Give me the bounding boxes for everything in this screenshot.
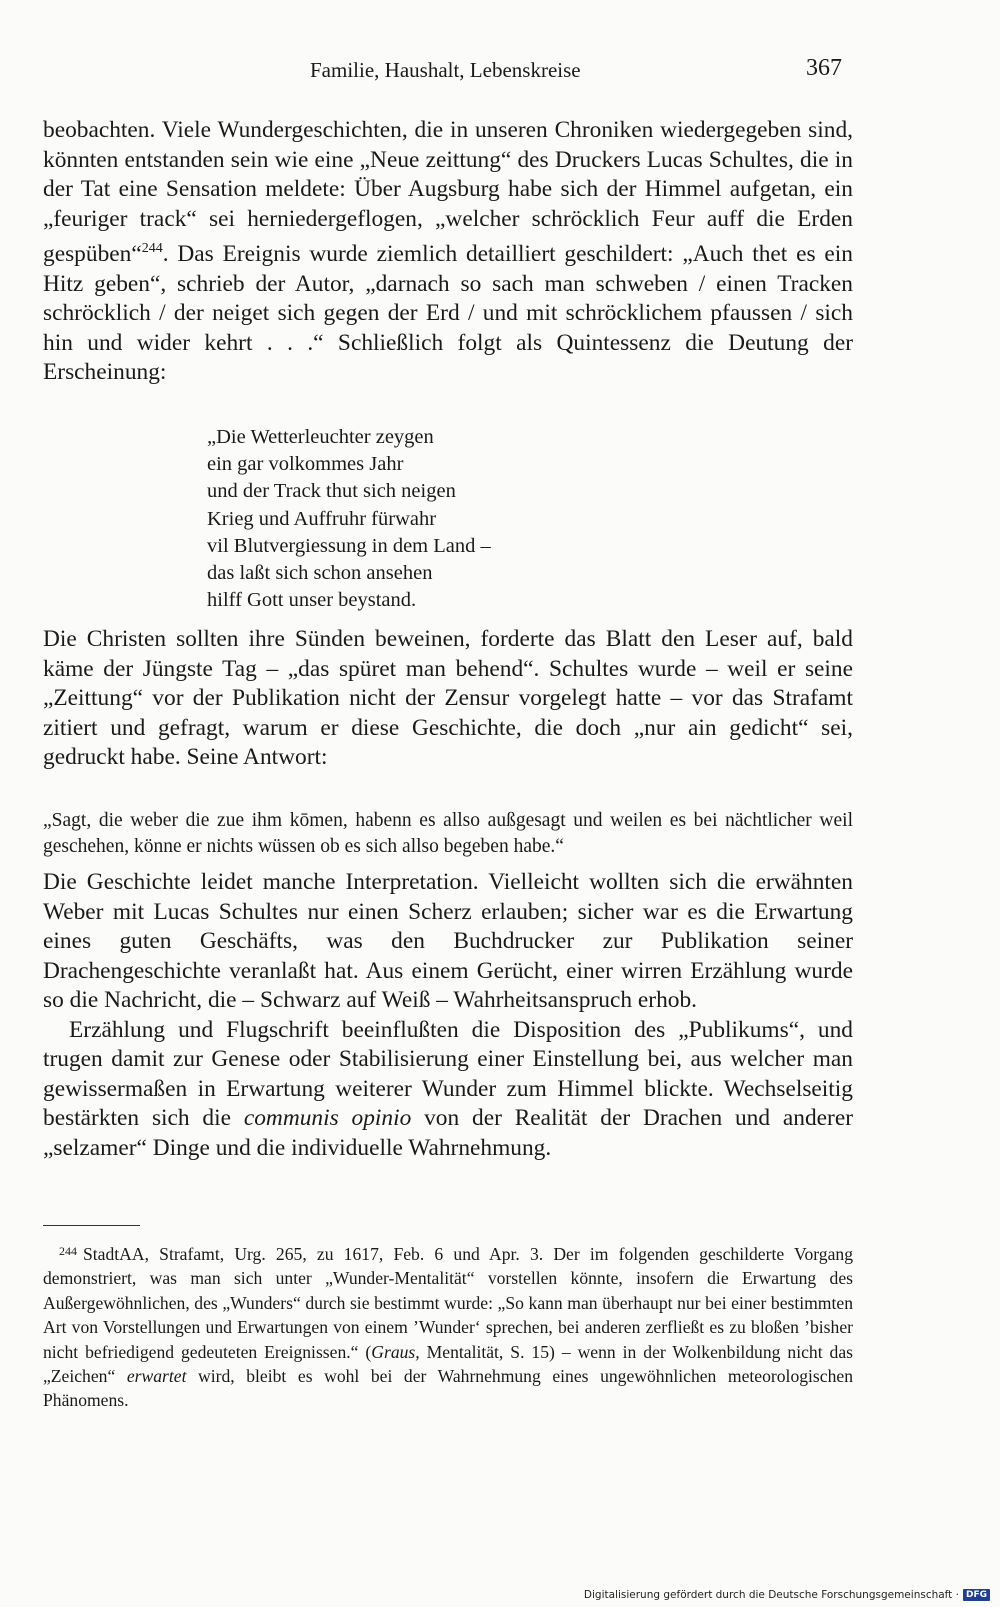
verse-quotation (207, 424, 491, 614)
paragraph-4-italic: communis opinio (243, 1105, 412, 1131)
dfg-logo: DFG (963, 1589, 990, 1601)
page-number: 367 (806, 55, 842, 81)
footnote-divider (43, 1225, 140, 1226)
footnote-mark: 244 (59, 1244, 77, 1258)
paragraph-4-rest: von der Realität der Drachen und anderer „selzamer“ Dinge und die individuelle Wahrnehmung. (43, 1105, 854, 1161)
paragraph-1-text: beobachten. Viele Wundergeschichten, die in unseren Chroniken wiedergegeben sind, könnten entstanden sein wie eine „Neue zeittung“ des Druckers Lucas Schultes, die in der Tat eine Sensation meldete: Über Augsburg habe sich der Himmel aufgetan, ein „feuriger track“ sei herniedergeflogen, „welcher schröcklich Feur auff die Erden gespüben“ (43, 117, 853, 267)
verse-line: vil Blutvergiessung in dem Land – (207, 534, 491, 557)
verse-line: und der Track thut sich neigen (207, 480, 456, 503)
verse-line: ein gar volkommes Jahr (207, 453, 404, 476)
footnote-text: StadtAA, Strafamt, Urg. 265, zu 1617, Feb. 6 und Apr. 3. Der im folgenden geschilderte Vorgang demonstriert, was man sich unter „Wunder-Mentalität“ vorstellen könnte, insofern die Erwartung des Außergewöhnlichen, des „Wunders“ durch sie bestimmt wurde: „So kann man überhaupt nur bei einer bestimmten Art von Vorstellungen und Erwartungen von einem ’Wunder‘ sprechen, bei anderen zerfließt es zu bloßen ’bisher nicht befriedigend gedeuteten Ereignissen.“ ( (43, 1244, 853, 1362)
verse-line: hilff Gott unser beystand. (207, 589, 417, 612)
paragraph-2-text: Die Christen sollten ihre Sünden beweinen, forderte das Blatt den Leser auf, bald käme der Jüngste Tag – „das spüret man behend“. Schultes wurde – weil er seine „Zeittung“ vor der Publikation nicht der Zensur vorgelegt hatte – vor das Strafamt zitiert und gefragt, warum er diese Geschichte, die doch „nur ain gedicht“ sei, gedruckt habe. Seine Antwort: (43, 626, 853, 770)
paragraph-4-text: Erzählung und Flugschrift beeinflußten die Disposition des „Publikums“, und trugen damit zur Genese oder Stabilisierung einer Einstellung bei, aus welcher man gewissermaßen in Erwartung weiterer Wunder zum Himmel blickte. Wechselseitig bestärkten sich die (43, 1016, 853, 1131)
verse-line: das laßt sich schon ansehen (207, 562, 433, 585)
running-head: Familie, Haushalt, Lebenskreise (310, 58, 581, 82)
footnote-text-2: Mentalität, S. 15) – wenn in der Wolkenbildung nicht das „Zeichen“ (43, 1341, 853, 1387)
footnote-reference[interactable]: 244 (141, 241, 163, 256)
paragraph-2 (43, 625, 853, 773)
footnote-italic-author: Graus, (371, 1341, 420, 1362)
paragraph-4 (43, 1016, 853, 1164)
credit-text: Digitalisierung gefördert durch die Deutsche Forschungsgemeinschaft · (583, 1589, 959, 1601)
paragraph-1 (43, 116, 853, 388)
paragraph-3 (43, 868, 853, 1163)
verse-line: „Die Wetterleuchter zeygen (207, 426, 434, 448)
footnote-italic-term: erwartet (126, 1366, 187, 1387)
paragraph-1-rest: . Das Ereignis wurde ziemlich detailliert geschildert: „Auch thet es ein Hitz geben“, schrieb der Autor, „darnach so sach man schweben / einen Tracken schröcklich / der neiget sich gegen der Erd / und mit schröcklichem pfaussen / sich hin und wider kehrt . . .“ Schließlich folgt als Quintessenz die Deutung der Erscheinung: (43, 241, 853, 385)
page-header (0, 55, 1000, 88)
footnote (43, 1239, 853, 1413)
digitization-credit (584, 1589, 990, 1601)
block-quote: „Sagt, die weber die zue ihm kōmen, habenn es allso außgesagt und weilen es bei nächtlicher weil geschehen, könne er nichts wüssen ob es sich allso begeben habe.“ (43, 810, 853, 857)
paragraph-3-text: Die Geschichte leidet manche Interpretation. Vielleicht wollten sich die erwähnten Weber mit Lucas Schultes nur einen Scherz erlauben; sicher war es die Erwartung eines guten Geschäfts, was den Buchdrucker zur Publikation seiner Drachengeschichte veranlaßt hat. Aus einem Gerücht, einer wirren Erzählung wurde so die Nachricht, die – Schwarz auf Weiß – Wahrheitsanspruch erhob. (43, 869, 853, 1013)
footnote-text-3: wird, bleibt es wohl bei der Wahrnehmung eines ungewöhnlichen meteorologischen Phänomens. (43, 1366, 853, 1411)
verse-line: Krieg und Auffruhr fürwahr (207, 507, 437, 530)
